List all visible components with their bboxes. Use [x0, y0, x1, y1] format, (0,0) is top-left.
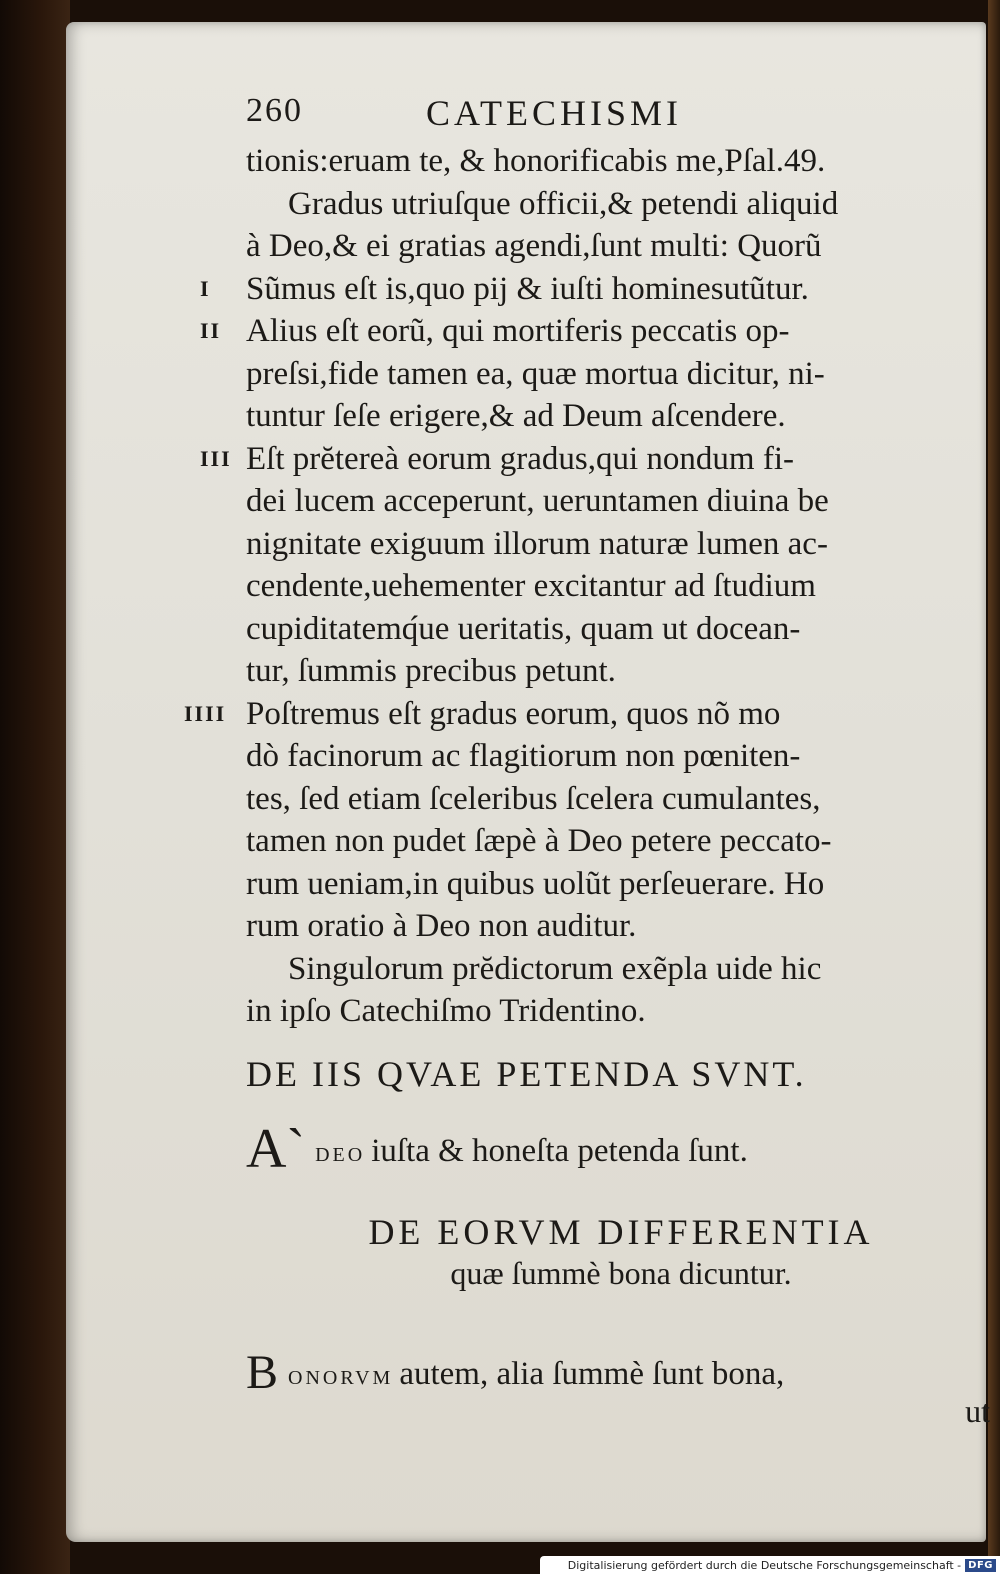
- line-text: Singulorum prĕdictorum exẽpla uide hic: [288, 950, 822, 987]
- drop-capital: A`: [246, 1117, 306, 1180]
- text-line: [246, 863, 996, 906]
- small-caps-word: DEO: [315, 1143, 366, 1166]
- catchword: ut: [965, 1392, 990, 1429]
- page-number: 260: [246, 92, 303, 129]
- line-text: tionis:eruam te, & honorificabis me,Pſal.49.: [246, 143, 826, 179]
- line-text: preſsi,fide tamen ea, quæ mortua dicitur, ni-: [246, 355, 825, 392]
- text-line: [246, 948, 996, 991]
- line-text: à Deo,& ei gratias agendi,ſunt multi: Quorũ: [246, 228, 822, 264]
- page-content: [184, 92, 996, 1433]
- credit-text: Digitalisierung gefördert durch die Deutsche Forschungsgemeinschaft -: [567, 1558, 962, 1572]
- text-line: [184, 693, 996, 736]
- section-subheading: quæ ſummè bona dicuntur.: [450, 1254, 792, 1291]
- text-line: [200, 268, 996, 311]
- line-text: Eſt prĕtereà eorum gradus,qui nondum fi-: [246, 440, 794, 477]
- margin-numeral: III: [200, 445, 232, 471]
- line-text: tur, ſummis precibus petunt.: [246, 653, 616, 689]
- dfg-logo: DFG: [965, 1559, 996, 1572]
- line-text: Sũmus eſt is,quo pij & iuſti hominesutũtur.: [246, 270, 809, 307]
- section-line-text: iuſta & honeſta petenda ſunt.: [371, 1132, 748, 1169]
- text-line: [246, 820, 996, 863]
- body-text: [184, 140, 996, 1033]
- line-text: rum oratio à Deo non auditur.: [246, 908, 637, 944]
- page-header: [246, 92, 996, 140]
- text-line: [246, 183, 996, 226]
- line-text: cendente,uehementer excitantur ad ſtudium: [246, 568, 816, 604]
- book-spine-shadow: [0, 0, 70, 1574]
- text-line: [246, 225, 996, 268]
- section-text-petenda: [246, 1117, 996, 1180]
- text-line: [246, 140, 996, 183]
- book-page: [66, 22, 990, 1542]
- line-text: dò facinorum ac flagitiorum non pœniten-: [246, 738, 801, 774]
- drop-capital-b: B: [246, 1345, 279, 1399]
- line-text: rum ueniam,in quibus uolũt perſeuerare. Ho: [246, 865, 825, 902]
- line-text: tes, ſed etiam ſceleribus ſcelera cumulantes,: [246, 780, 821, 817]
- line-text: tuntur ſeſe erigere,& ad Deum aſcendere.: [246, 398, 786, 434]
- margin-numeral: II: [200, 318, 222, 343]
- section-heading-petenda: DE IIS QVAE PETENDA SVNT.: [246, 1053, 807, 1094]
- text-line: [246, 990, 996, 1033]
- line-text: dei lucem acceperunt, ueruntamen diuina be: [246, 483, 829, 519]
- text-line: [246, 480, 996, 523]
- line-text: Gradus utriuſque officii,& petendi aliquid: [288, 185, 839, 222]
- line-text: tamen non pudet ſæpè à Deo petere peccato-: [246, 823, 832, 859]
- text-line: [200, 438, 996, 481]
- line-text: nignitate exiguum illorum naturæ lumen ac-: [246, 525, 828, 562]
- running-head: CATECHISMI: [426, 93, 683, 133]
- text-line: [246, 565, 996, 608]
- line-text: Alius eſt eorũ, qui mortiferis peccatis op-: [246, 313, 790, 349]
- final-line-text: autem, alia ſummè ſunt bona,: [399, 1355, 785, 1392]
- final-paragraph-line: [246, 1345, 996, 1399]
- text-line: [246, 608, 996, 651]
- digitization-credit-bar: [540, 1556, 1000, 1574]
- text-line: [246, 735, 996, 778]
- text-line: [246, 523, 996, 566]
- line-text: Poſtremus eſt gradus eorum, quos nõ mo: [246, 695, 781, 732]
- line-text: in ipſo Catechiſmo Tridentino.: [246, 993, 646, 1029]
- text-line: [200, 310, 996, 353]
- text-line: [246, 905, 996, 948]
- line-text: cupiditatemq́ue ueritatis, quam ut docean-: [246, 610, 801, 647]
- text-line: [246, 353, 996, 396]
- small-caps-bonorum: ONORVM: [288, 1366, 394, 1389]
- section-heading-differentia: DE EORVM DIFFERENTIA: [368, 1211, 874, 1252]
- text-line: [246, 650, 996, 693]
- text-line: [246, 395, 996, 438]
- margin-numeral: I: [200, 275, 211, 301]
- text-line: [246, 778, 996, 821]
- margin-numeral: IIII: [184, 700, 227, 726]
